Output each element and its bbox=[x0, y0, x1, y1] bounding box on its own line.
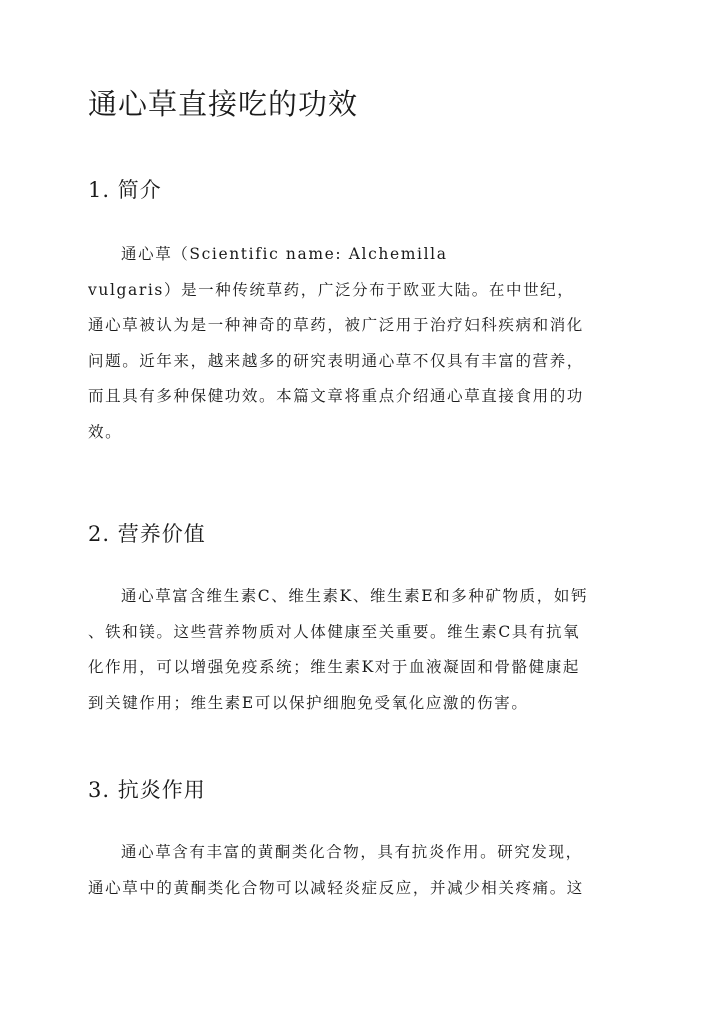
paragraph-line: 通心草中的黄酮类化合物可以减轻炎症反应，并减少相关疼痛。这 bbox=[88, 878, 584, 897]
paragraph-line: vulgaris）是一种传统草药，广泛分布于欧亚大陆。在中世纪， bbox=[88, 280, 575, 299]
paragraph-line: 通心草富含维生素C、维生素K、维生素E和多种矿物质，如钙 bbox=[121, 587, 589, 605]
paragraph-line: 效。 bbox=[88, 422, 123, 441]
paragraph-line: 通心草被认为是一种神奇的草药，被广泛用于治疗妇科疾病和消化 bbox=[88, 316, 584, 334]
section-heading-anti-inflammatory: 3. 抗炎作用 bbox=[88, 778, 206, 802]
paragraph-line: 问题。近年来，越来越多的研究表明通心草不仅具有丰富的营养， bbox=[88, 351, 584, 370]
document-title: 通心草直接吃的功效 bbox=[88, 87, 359, 121]
paragraph-line: 到关键作用；维生素E可以保护细胞免受氧化应激的伤害。 bbox=[88, 693, 529, 712]
section-paragraph-intro bbox=[88, 237, 634, 450]
paragraph-line: 通心草（Scientific name: Alchemilla bbox=[121, 245, 448, 263]
section-heading-nutrition: 2. 营养价值 bbox=[88, 522, 206, 546]
section-paragraph-anti-inflammatory bbox=[88, 835, 634, 906]
paragraph-line: 、铁和镁。这些营养物质对人体健康至关重要。维生素C具有抗氧 bbox=[88, 622, 581, 641]
section-heading-intro: 1. 简介 bbox=[88, 178, 162, 202]
paragraph-line: 而且具有多种保健功效。本篇文章将重点介绍通心草直接食用的功 bbox=[88, 387, 584, 405]
paragraph-line: 化作用，可以增强免疫系统；维生素K对于血液凝固和骨骼健康起 bbox=[88, 658, 580, 676]
paragraph-line: 通心草含有丰富的黄酮类化合物，具有抗炎作用。研究发现， bbox=[121, 843, 583, 861]
section-paragraph-nutrition bbox=[88, 579, 634, 721]
